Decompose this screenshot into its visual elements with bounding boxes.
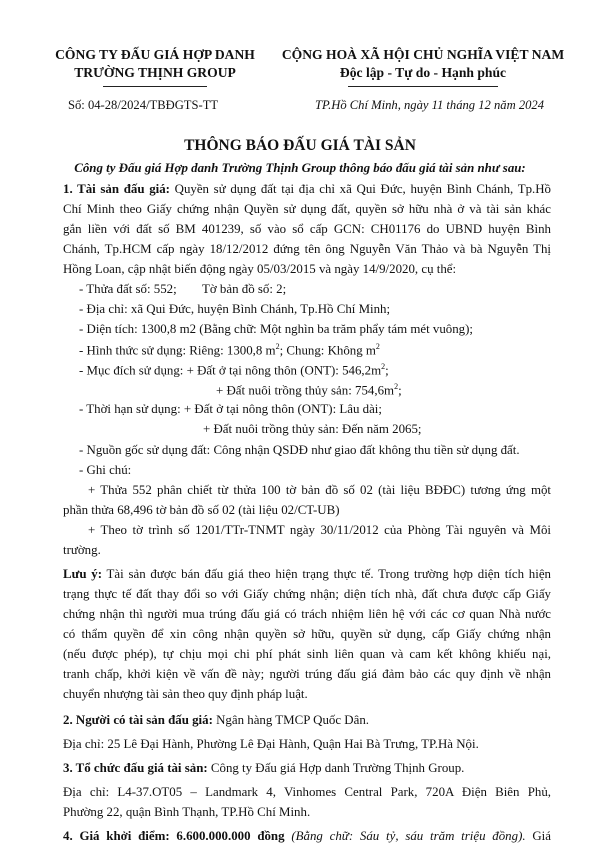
parcel-number: - Thửa đất số: 552; [79,282,177,296]
intro-line: Công ty Đấu giá Hợp danh Trường Thịnh Group thông báo đấu giá tài sản như sau: [74,161,526,175]
nation-motto: Độc lập - Tự do - Hạnh phúc [339,65,507,80]
notes-heading: - Ghi chú: [79,463,132,477]
starting-price-words: (Bằng chữ: Sáu tỷ, sáu trăm triệu đồng). [284,829,526,843]
usage-form: - Hình thức sử dụng: Riêng: 1300,8 $m^2$; Chung: Không $m^2$ [79,342,380,358]
section3-address-line2: Phường 22, quận Bình Thạnh, TP.Hồ Chí Minh. [63,805,311,819]
note2-line2: trường. [63,543,101,557]
parcel-area: - Diện tích: 1300,8 m2 (Bằng chữ: Một nghìn ba trăm phẩy tám mét vuông); [79,322,473,336]
section2-address: Địa chỉ: 25 Lê Đại Hành, Phường Lê Đại Hành, Quận Hai Bà Trưng, TP.Hà Nội. [63,737,479,751]
motto-underline [348,86,498,87]
note1-line2: phần thửa 68,496 tờ bản đồ số 02 (tài liệu 02/CT-UB) [63,503,340,517]
section1-line1: 1. Tài sản đấu giá: Quyền sử dụng đất tại địa chỉ xã Qui Đức, huyện Bình Chánh, Tp.Hồ [63,182,551,196]
section1-line5: Hồng Loan, cập nhật biến động ngày 05/03/2015 và ngày 14/9/2020, cụ thể: [63,262,457,276]
usage-purpose-aquaculture: + Đất nuôi trồng thủy sản: $754,6m^2$; [216,382,402,398]
caution-label: Lưu ý: [63,567,103,581]
company-name-line1: CÔNG TY ĐẤU GIÁ HỢP DANH [55,47,255,62]
map-sheet-number: Tờ bản đồ số: 2; [202,282,287,296]
starting-price: 4. Giá khởi điểm: 6.600.000.000 đồng [63,829,285,843]
note2-line1: + Theo tờ trình số 1201/TTr-TNMT ngày 30/11/2012 của Phòng Tài nguyên và Môi [88,523,551,537]
place-date: TP.Hồ Chí Minh, ngày 11 tháng 12 năm 2024 [315,98,545,112]
caution-line4: có thẩm quyền để xin công nhận quyền sở hữu, quyền sử dụng, cấp Giấy chứng nhận [63,627,551,641]
section1-label: 1. Tài sản đấu giá: [63,182,170,196]
section3-label: 3. Tổ chức đấu giá tài sản: [63,761,208,775]
section3-address-line1: Địa chỉ: L4-37.OT05 – Landmark 4, Vinhomes Central Park, 720A Điện Biên Phủ, [63,785,551,799]
section1-line3: gắn liền với đất số BM 401239, số vào sổ cấp GCN: CH01176 do UBND huyện Bình [63,222,551,236]
usage-term-aquaculture: + Đất nuôi trồng thủy sản: Đến năm 2065; [203,422,422,436]
parcel-address: - Địa chỉ: xã Qui Đức, huyện Bình Chánh, Tp.Hồ Chí Minh; [79,302,391,316]
section1-line2: Chí Minh theo Giấy chứng nhận Quyền sử dụng đất, quyền sở hữu nhà ở và tài sản khác [63,202,551,216]
land-origin: - Nguồn gốc sử dụng đất: Công nhận QSDĐ như giao đất không thu tiền sử dụng đất. [79,443,520,457]
page-title: THÔNG BÁO ĐẤU GIÁ TÀI SẢN [184,137,416,154]
section4-line1: 4. Giá khởi điểm: 6.600.000.000 đồng (Bằng chữ: Sáu tỷ, sáu trăm triệu đồng). Giá [63,829,551,843]
section2-owner: 2. Người có tài sản đấu giá: Ngân hàng TMCP Quốc Dân. [63,713,369,727]
section1-line4: Chánh, Tp.HCM cấp ngày 18/12/2012 đứng tên ông Nguyễn Văn Thảo và bà Nguyễn Thị [63,242,551,256]
caution-line7: chuyển nhượng tài sản theo quy định pháp luật. [63,687,308,701]
caution-line6: tranh chấp, khởi kiện về vấn đề này; người trúng đấu giá đảm bảo các quy định về nhận [63,667,551,681]
usage-purpose: - Mục đích sử dụng: + Đất ở tại nông thôn (ONT): $546,2m^2$; [79,362,389,378]
caution-line2: trạng thực tế đất thay đổi so với Giấy chứng nhận; diện tích nhà, đất chưa được cấp Giấy [63,587,551,601]
company-name-line2: TRƯỜNG THỊNH GROUP [74,65,236,80]
caution-line3: chứng nhận thì người mua trúng đấu giá có trách nhiệm liên hệ với các cơ quan Nhà nước [63,607,551,621]
note1-line1: + Thửa 552 phân chiết từ thửa 100 tờ bản đồ số 02 (tài liệu BĐĐC) tương ứng một [88,483,551,497]
section2-label: 2. Người có tài sản đấu giá: [63,713,213,727]
nation-title: CỘNG HOÀ XÃ HỘI CHỦ NGHĨA VIỆT NAM [281,47,565,62]
document-number: Số: 04-28/2024/TBĐGTS-TT [68,98,219,112]
usage-term: - Thời hạn sử dụng: + Đất ở tại nông thôn (ONT): Lâu dài; [79,402,382,416]
section3-organizer: 3. Tổ chức đấu giá tài sản: Công ty Đấu giá Hợp danh Trường Thịnh Group. [63,761,465,775]
company-underline [103,86,207,87]
caution-line1: Lưu ý: Tài sản được bán đấu giá theo hiện trạng thực tế. Trong trường hợp diện tích hiện [63,567,551,581]
caution-line5: (nếu được phép), tự chịu mọi chi phí phát sinh liên quan và cam kết không khiếu nại, [63,647,551,661]
